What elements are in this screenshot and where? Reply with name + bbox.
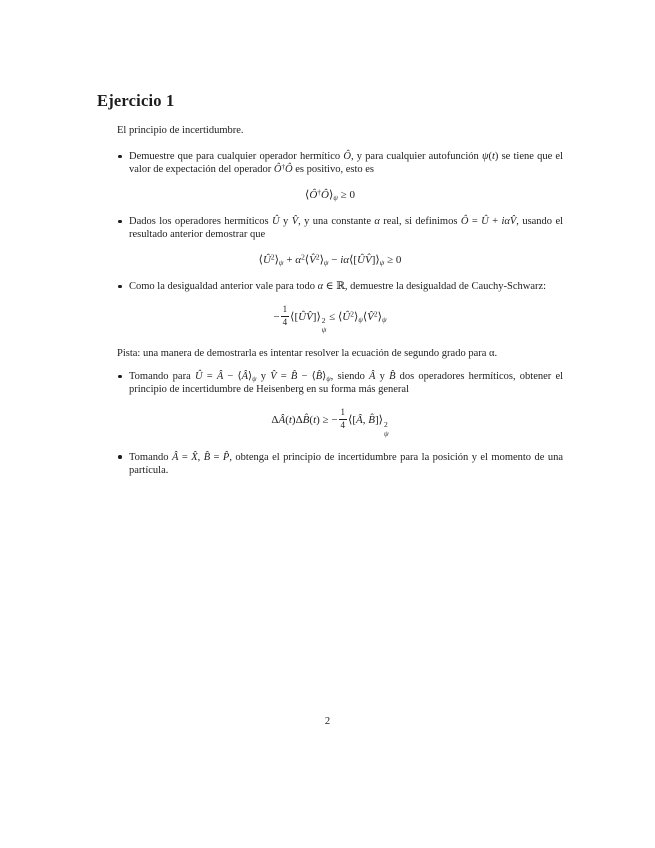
exercise-item [117,370,563,438]
display-formula: ΔÂ(t)ΔB̂(t) ≥ − $\frac{1}{4}$ ⟨[Â, B̂]⟩ 2 ψ [271,407,389,438]
display-formula: $⟨Û^2⟩_\psi$ + $\alpha^2⟨V̂^2⟩_\psi$ − $i\alpha⟨[ÛV̂]⟩_\psi \ge 0$ [258,252,402,267]
exercise-item [117,280,563,360]
section-title: Ejercicio 1 [97,91,175,110]
exercise-item [117,215,563,268]
intro-text: El principio de incertidumbre. [117,125,244,136]
exercise-content [97,92,563,487]
item-text: Dados los operadores hermíticos Û y V̂, y una constante α real, si definimos Ô = Û + iαV̂, usando el resultado anterior demostrar que [129,216,564,240]
display-formula: $⟨Ô^\dagger Ô⟩_\psi \ge 0$ [305,187,355,202]
item-text: Como la desigualdad anterior vale para todo α ∈ ℝ, demuestre la desigualdad de Cauchy-Schwarz: [129,281,547,292]
item-text: Tomando para Û = Â − $⟨Â⟩_\psi$ y V̂ = B̂ − $⟨B̂⟩_\psi$, siendo Â y B̂ dos operadores hermíticos, obtener el principio de incertidumbre de Heisenberg en su forma más general [129,371,564,396]
item-text: Tomando Â = X̂, B̂ = P̂, obtenga el principio de incertidumbre para la posición y el momento de una partícula. [129,451,564,476]
exercise-list [117,150,563,477]
display-formula: − $\frac{1}{4}$ ⟨[ÛV̂]⟩ 2 ψ ≤ $⟨Û^2⟩_\psi⟨V̂^2⟩_\psi$ [273,304,387,335]
item-text: Demuestre que para cualquier operador hermítico Ô, y para cualquier autofunción ψ(t) se tiene que el valor de expectación del operador Ô†Ô es positivo, esto es [129,151,563,175]
exercise-item [117,451,563,477]
hint-text: Pista: una manera de demostrarla es intentar resolver la ecuación de segundo grado para α. [117,348,498,360]
page-number: 2 [324,716,331,727]
exercise-item [117,150,563,203]
